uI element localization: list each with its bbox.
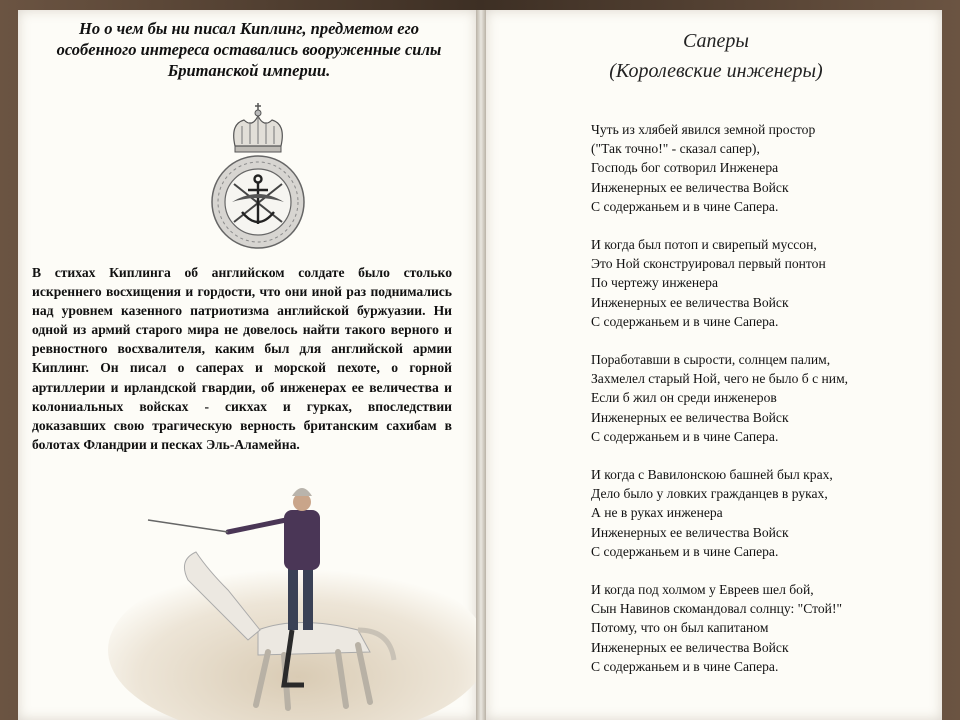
stanza (591, 120, 931, 216)
poem-title: Саперы (683, 30, 749, 52)
poem-line: Инженерных ее величества Войск (591, 179, 789, 195)
mounted-officer-illustration (108, 480, 476, 720)
poem-line: Это Ной сконструировал первый понтон (591, 256, 826, 272)
poem-line: Инженерных ее величества Войск (591, 409, 789, 425)
stanza (591, 350, 931, 446)
poem-line: Захмелел старый Ной, чего не было б с ним, (591, 371, 849, 387)
crown-icon (234, 103, 283, 152)
poem-line: А не в руках инженера (591, 505, 723, 521)
poem-subtitle: (Королевские инженеры) (609, 60, 823, 82)
poem-line: Господь бог сотворил Инженера (591, 160, 779, 176)
poem-line: С содержаньем и в чине Сапера. (591, 313, 779, 329)
poem-line: С содержаньем и в чине Сапера. (591, 428, 779, 444)
poem-line: И когда был потоп и свирепый муссон, (591, 237, 817, 253)
poem-line: Инженерных ее величества Войск (591, 524, 789, 540)
poem-line: По чертежу инженера (591, 275, 718, 291)
poem-line: И когда под холмом у Евреев шел бой, (591, 582, 814, 598)
poem (591, 120, 931, 695)
poem-line: С содержаньем и в чине Сапера. (591, 198, 779, 214)
poem-line: Чуть из хлябей явился земной простор (591, 122, 816, 137)
poem-line: ("Так точно!" - сказал сапер), (591, 141, 760, 157)
poem-line: Дело было у ловких гражданцев в руках, (591, 486, 828, 502)
poem-line: С содержаньем и в чине Сапера. (591, 543, 779, 559)
intro-text: Но о чем бы ни писал Киплинг, предметом его особенного интереса оставались вооруженные силы Британской империи. (56, 19, 442, 80)
poem-line: Поработавши в сырости, солнцем палим, (591, 352, 831, 368)
book-spine (476, 10, 486, 720)
poem-line: С содержаньем и в чине Сапера. (591, 658, 779, 674)
poem-line: И когда с Вавилонскою башней был крах, (591, 467, 833, 483)
right-page (486, 10, 942, 720)
stanza (591, 465, 931, 561)
left-page (18, 10, 476, 720)
poem-line: Потому, что он был капитаном (591, 620, 769, 636)
poem-line: Инженерных ее величества Войск (591, 639, 789, 655)
royal-engineers-emblem (208, 102, 308, 252)
poem-line: Если б жил он среди инженеров (591, 390, 777, 406)
stanza (591, 235, 931, 331)
stanza (591, 580, 931, 676)
poem-line: Сын Навинов скомандовал солнцу: "Стой!" (591, 601, 843, 617)
body-text: В стихах Киплинга об английском солдате было столько искреннего восхищения и гордости, что они иной раз поднимались над уровнем казенного патриотизма английской буржуазии. Ни одной из армий старого мира не довелось найти такого верного и ревностного восхвалителя, каким был для английской армии Киплинг. Он писал о саперах и морской пехоте, о горной артиллерии и ирландской гвардии, об инженерах ее величества и колониальных войсках - сикхах и гурках, впоследствии доказавших свою трагическую верность британским сахибам в болотах Фландрии и песках Эль-Аламейна. (32, 265, 452, 452)
poem-line: Инженерных ее величества Войск (591, 294, 789, 310)
